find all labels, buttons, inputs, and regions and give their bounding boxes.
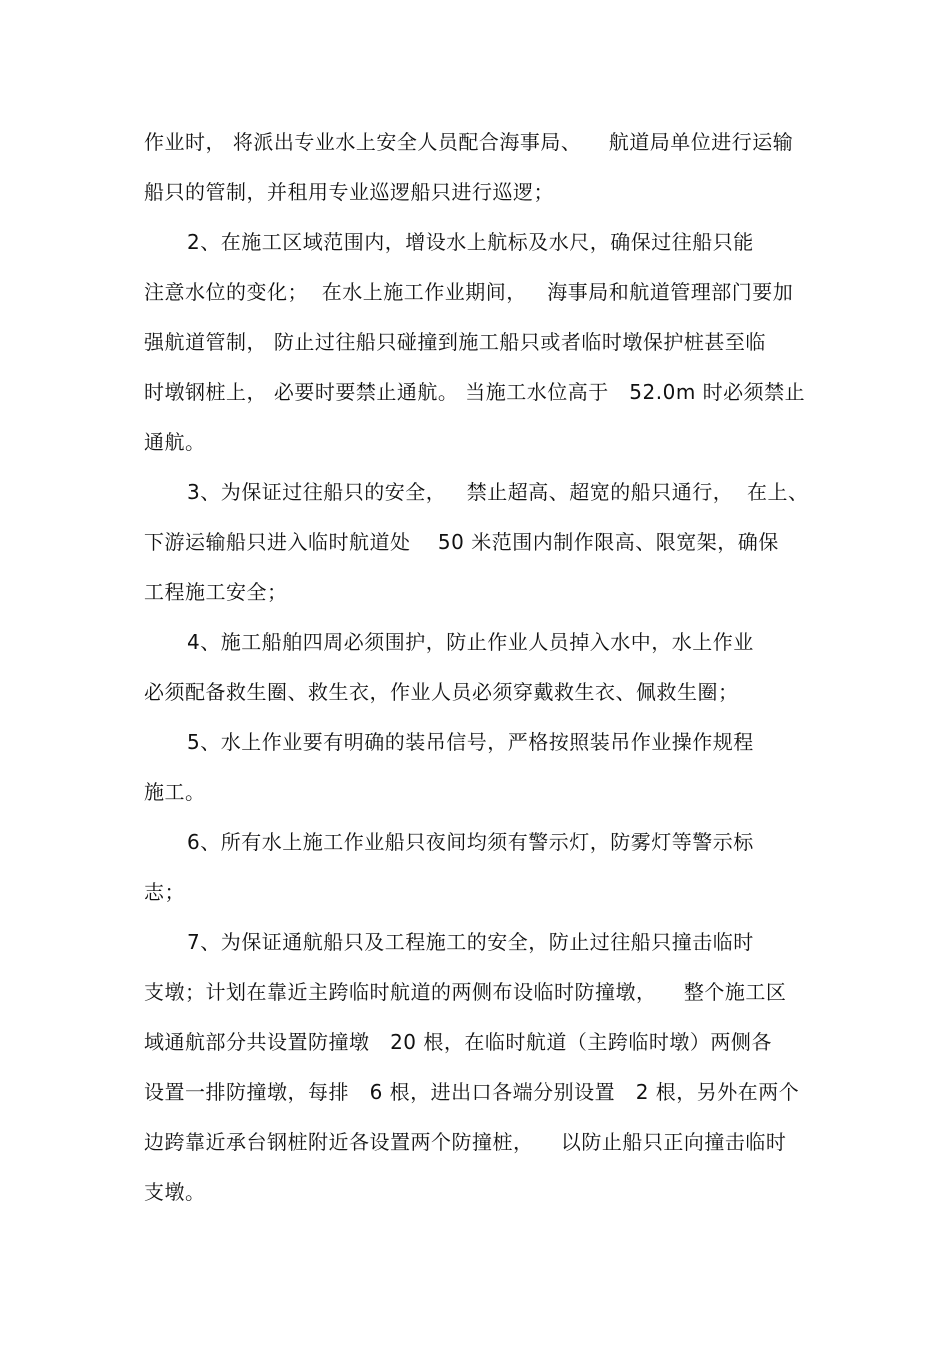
text-line: 3、为保证过往船只的安全， 禁止超高、超宽的船只通行， 在上、 <box>187 480 809 504</box>
text-line: 施工。 <box>144 780 206 804</box>
text-line: 船只的管制，并租用专业巡逻船只进行巡逻； <box>144 180 554 204</box>
text-line: 通航。 <box>144 430 206 454</box>
text-line: 7、为保证通航船只及工程施工的安全，防止过往船只撞击临时 <box>187 930 754 954</box>
text-line: 作业时， 将派出专业水上安全人员配合海事局、 航道局单位进行运输 <box>144 130 794 154</box>
text-line: 5、水上作业要有明确的装吊信号，严格按照装吊作业操作规程 <box>187 730 754 754</box>
text-line: 2、在施工区域范围内，增设水上航标及水尺，确保过往船只能 <box>187 230 754 254</box>
text-line: 域通航部分共设置防撞墩 20 根，在临时航道（主跨临时墩）两侧各 <box>144 1030 772 1054</box>
text-line: 支墩；计划在靠近主跨临时航道的两侧布设临时防撞墩， 整个施工区 <box>144 980 787 1004</box>
text-line: 下游运输船只进入临时航道处 50 米范围内制作限高、限宽架，确保 <box>144 530 779 554</box>
text-line: 边跨靠近承台钢桩附近各设置两个防撞桩， 以防止船只正向撞击临时 <box>144 1130 787 1154</box>
text-line: 志； <box>144 880 185 904</box>
text-line: 工程施工安全； <box>144 580 288 604</box>
text-line: 强航道管制， 防止过往船只碰撞到施工船只或者临时墩保护桩甚至临 <box>144 330 766 354</box>
text-line: 注意水位的变化； 在水上施工作业期间， 海事局和航道管理部门要加 <box>144 280 794 304</box>
text-line: 4、施工船舶四周必须围护，防止作业人员掉入水中，水上作业 <box>187 630 754 654</box>
text-line: 6、所有水上施工作业船只夜间均须有警示灯，防雾灯等警示标 <box>187 830 754 854</box>
text-line: 支墩。 <box>144 1180 206 1204</box>
text-line: 必须配备救生圈、救生衣，作业人员必须穿戴救生衣、佩救生圈； <box>144 680 739 704</box>
text-line: 设置一排防撞墩，每排 6 根，进出口各端分别设置 2 根，另外在两个 <box>144 1080 800 1104</box>
text-line: 时墩钢桩上， 必要时要禁止通航。 当施工水位高于 52.0m 时必须禁止 <box>144 380 806 404</box>
